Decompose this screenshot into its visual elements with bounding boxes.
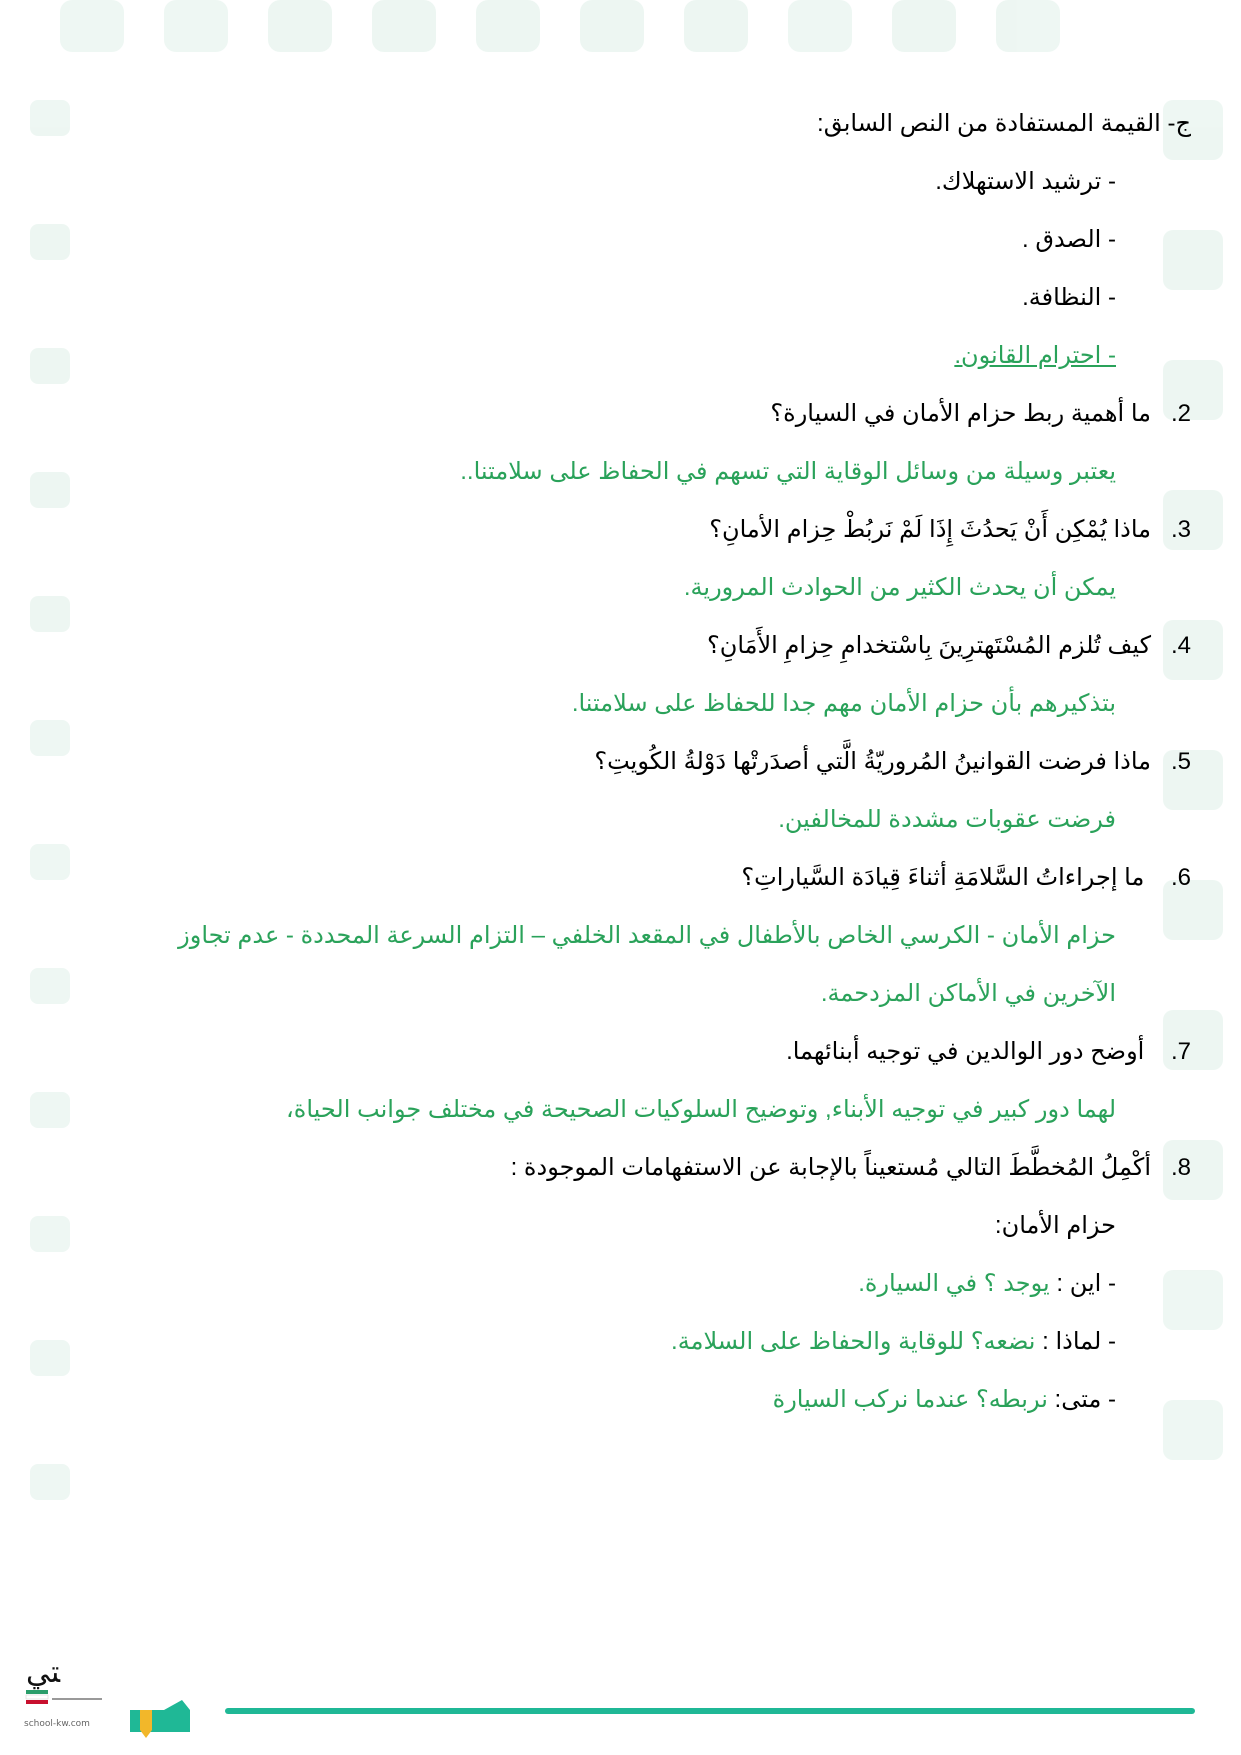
logo-text: school-kw.com: [24, 1719, 90, 1729]
answer-7: لهما دور كبير في توجيه الأبناء, وتوضيح السلوكيات الصحيحة في مختلف جوانب الحياة،: [286, 1096, 1116, 1123]
answer-3: يمكن أن يحدث الكثير من الحوادث المرورية.: [683, 574, 1116, 601]
answer-5: فرضت عقوبات مشددة للمخالفين.: [778, 806, 1116, 833]
question-4: 4.كيف تُلزم المُسْتَهترِينَ بِاسْتخدامِ حِزامِ الأَمَانِ؟: [706, 632, 1191, 659]
option-answer: - احترام القانون.: [954, 342, 1116, 369]
site-logo: [22, 1640, 222, 1740]
option-1: - ترشيد الاستهلاك.: [935, 168, 1116, 195]
question-3: 3.ماذا يُمْكِن أَنْ يَحدُثَ إِذَا لَمْ نَربُطْ حِزام الأمانِ؟: [709, 516, 1191, 543]
question-2: 2.ما أهمية ربط حزام الأمان في السيارة؟: [770, 400, 1191, 427]
watermark-top: [0, 0, 1241, 60]
answer-6-line-1: حزام الأمان - الكرسي الخاص بالأطفال في المقعد الخلفي – التزام السرعة المحددة - عدم تجاوز: [178, 922, 1116, 949]
diagram-row-when: - متى: نربطه؟ عندما نركب السيارة: [772, 1386, 1116, 1413]
question-7: 7. أوضح دور الوالدين في توجيه أبنائهما.: [786, 1038, 1191, 1065]
svg-text:ﺘﻲ: ﺘﻲ: [26, 1655, 61, 1690]
option-2: - الصدق .: [1021, 226, 1116, 253]
question-5: 5.ماذا فرضت القوانينُ المُروريّةُ الَّتي أصدَرتْها دَوْلةُ الكُويتِ؟: [594, 748, 1191, 775]
diagram-row-why: - لماذا : نضعه؟ للوقاية والحفاظ على السلامة.: [671, 1328, 1116, 1355]
answer-4: بتذكيرهم بأن حزام الأمان مهم جدا للحفاظ على سلامتنا.: [571, 690, 1116, 717]
question-8: 8.أكْمِلُ المُخطَّطَ التالي مُستعيناً بالإجابة عن الاستفهامات الموجودة :: [510, 1154, 1191, 1181]
option-3: - النظافة.: [1022, 284, 1116, 311]
question-6: 6. ما إجراءاتُ السَّلامَةِ أثناءَ قِيادَة السَّياراتِ؟: [741, 864, 1191, 891]
diagram-row-where: - اين : يوجد ؟ في السيارة.: [858, 1270, 1116, 1297]
worksheet-content: [51, 95, 1191, 1429]
section-c-heading: ج- القيمة المستفادة من النص السابق:: [817, 110, 1191, 137]
diagram-title: حزام الأمان:: [994, 1212, 1116, 1239]
answer-6-line-2: الآخرين في الأماكن المزدحمة.: [820, 980, 1116, 1007]
footer-line: [225, 1708, 1195, 1714]
answer-2: يعتبر وسيلة من وسائل الوقاية التي تسهم في الحفاظ على سلامتنا..: [460, 458, 1116, 485]
